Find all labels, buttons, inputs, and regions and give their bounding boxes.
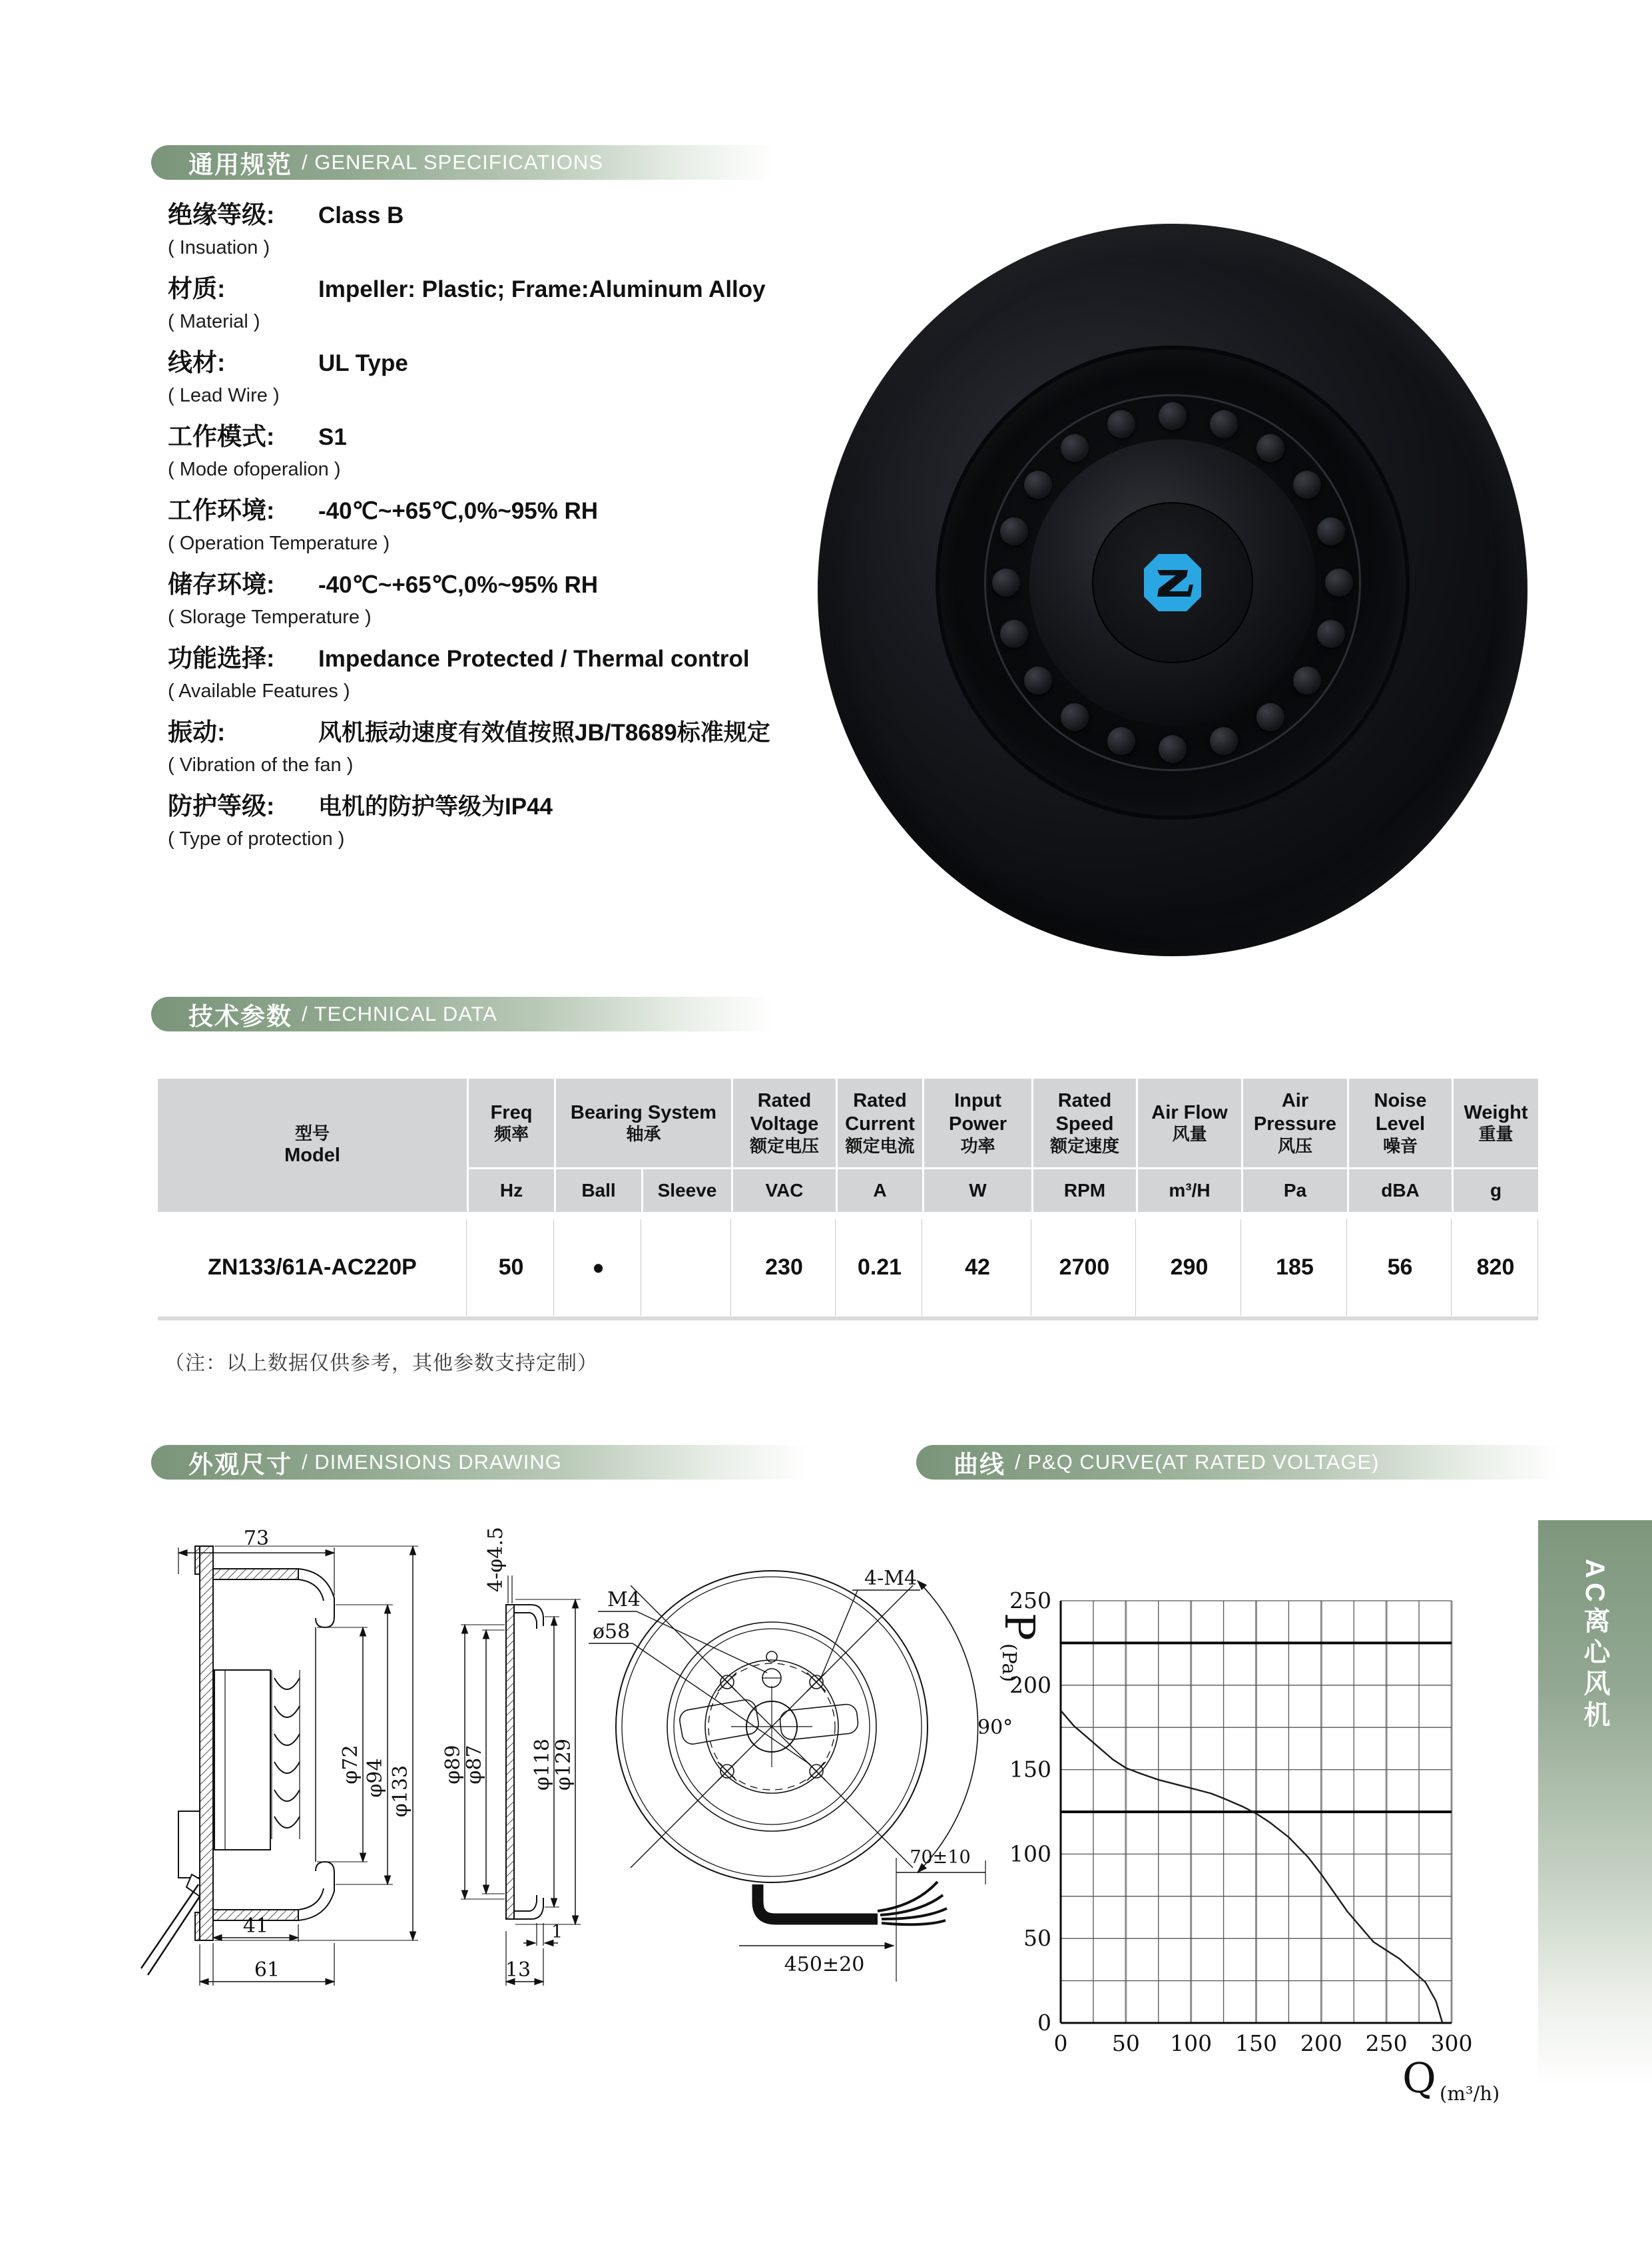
spec-label-zh: 线材: — [168, 349, 226, 376]
category-side-tab — [1538, 1520, 1652, 2086]
section-title-en: / TECHNICAL DATA — [302, 1002, 497, 1025]
spec-value: 电机的防护等级为IP44 — [318, 794, 553, 820]
dim-1: 1 — [551, 1922, 563, 1942]
section-header-general — [151, 145, 774, 180]
fan-rivet — [1159, 402, 1187, 430]
spec-label-en: ( Lead Wire ) — [168, 385, 280, 406]
cell-model: ZN133/61A-AC220P — [158, 1219, 467, 1316]
axis-tick-label: 0 — [1053, 2030, 1068, 2056]
dim-41: 41 — [242, 1914, 269, 1938]
col-header-pressure: Air Pressure 风压 — [1243, 1079, 1347, 1167]
unit-g: g — [1454, 1169, 1538, 1212]
section-title-en: / GENERAL SPECIFICATIONS — [302, 150, 603, 174]
col-header-bearing: Bearing System 轴承 — [556, 1079, 731, 1167]
dim-phi87: φ87 — [463, 1745, 486, 1785]
cell-current: 0.21 — [838, 1219, 922, 1316]
cell-power: 42 — [924, 1219, 1031, 1316]
svg-text:P: P — [995, 1613, 1044, 1641]
col-header-voltage: Rated Voltage 额定电压 — [733, 1079, 836, 1167]
section-header-dimensions — [151, 1445, 811, 1480]
section-title-zh: 曲线 — [954, 1451, 1005, 1478]
spec-value: Impedance Protected / Thermal control — [318, 646, 750, 672]
spec-label-en: ( Operation Temperature ) — [168, 533, 390, 554]
fan-rivet — [1061, 434, 1089, 462]
section-title-en: / P&Q CURVE(AT RATED VOLTAGE) — [1015, 1450, 1380, 1474]
cell-noise: 56 — [1349, 1219, 1452, 1316]
spec-value: -40℃~+65℃,0%~95% RH — [318, 572, 599, 598]
dim-phi94: φ94 — [364, 1758, 387, 1798]
cell-weight: 820 — [1454, 1219, 1538, 1316]
dim-phi133: φ133 — [389, 1765, 412, 1818]
section-header-technical — [151, 997, 774, 1031]
fan-rivet — [1293, 667, 1321, 695]
cell-sleeve — [643, 1219, 731, 1316]
dim-13: 13 — [505, 1958, 531, 1982]
section-title-zh: 通用规范 — [188, 151, 292, 178]
technical-data-table — [158, 1079, 1538, 1316]
axis-tick-label: 100 — [1009, 1840, 1051, 1867]
fan-rivet — [1293, 471, 1321, 499]
front-view — [589, 1571, 985, 1982]
fan-rivet — [1210, 727, 1238, 755]
table-footnote: （注：以上数据仅供参考，其他参数支持定制） — [164, 1352, 598, 1374]
dim-phi58: ø58 — [593, 1620, 631, 1643]
cell-ball: • — [556, 1219, 641, 1316]
svg-text:Q: Q — [1402, 2054, 1436, 2102]
col-header-model: 型号 Model — [158, 1079, 467, 1212]
dim-90deg: 90° — [977, 1716, 1013, 1739]
fan-rivet — [1256, 434, 1284, 462]
spec-value: Class B — [318, 202, 404, 228]
fan-rivet — [1024, 667, 1052, 695]
fan-rivet — [1317, 517, 1345, 545]
svg-text:(Pa): (Pa) — [998, 1643, 1021, 1683]
spec-label-en: ( Slorage Temperature ) — [168, 607, 372, 628]
col-header-power: Input Power 功率 — [924, 1079, 1031, 1167]
axis-tick-label: 50 — [1111, 2030, 1140, 2056]
product-photo-centrifugal-fan — [818, 224, 1527, 956]
spec-label-zh: 振动: — [168, 718, 226, 746]
spec-value: S1 — [318, 424, 347, 450]
spec-item-insulation — [168, 200, 954, 259]
x-axis-label — [1402, 2054, 1500, 2105]
axis-tick-label: 250 — [1009, 1587, 1051, 1613]
fan-rivet — [1024, 471, 1052, 499]
table-bottom-border — [158, 1316, 1538, 1320]
cell-pressure: 185 — [1243, 1219, 1347, 1316]
fan-rivet — [1000, 517, 1028, 545]
spec-label-zh: 工作环境: — [168, 497, 275, 524]
axis-tick-label: 250 — [1365, 2030, 1408, 2056]
spec-label-zh: 绝缘等级: — [168, 201, 275, 228]
fan-rivet — [1317, 620, 1345, 648]
dim-phi129: φ129 — [552, 1738, 575, 1791]
dim-phi72: φ72 — [339, 1745, 362, 1785]
spec-value: 风机振动速度有效值按照JB/T8689标准规定 — [318, 720, 770, 746]
cell-rpm: 2700 — [1033, 1219, 1136, 1316]
dim-61: 61 — [254, 1958, 280, 1982]
dim-4xm4: 4-M4 — [864, 1567, 918, 1590]
spec-value: Impeller: Plastic; Frame:Aluminum Alloy — [318, 276, 766, 302]
fan-rivet — [1000, 620, 1028, 648]
unit-a: A — [838, 1169, 922, 1212]
unit-pa: Pa — [1243, 1169, 1347, 1212]
unit-vac: VAC — [733, 1169, 836, 1212]
unit-w: W — [924, 1169, 1031, 1212]
dim-depth: 73 — [243, 1527, 270, 1550]
fan-rivet — [1210, 410, 1238, 438]
section-title-en: / DIMENSIONS DRAWING — [302, 1450, 562, 1474]
brand-logo-icon — [1140, 550, 1205, 615]
axis-tick-label: 150 — [1235, 2030, 1277, 2056]
unit-dba: dBA — [1349, 1169, 1452, 1212]
col-header-speed: Rated Speed 额定速度 — [1033, 1079, 1136, 1167]
unit-rpm: RPM — [1033, 1169, 1136, 1212]
dim-m4: M4 — [607, 1588, 641, 1611]
col-header-airflow: Air Flow 风量 — [1138, 1079, 1241, 1167]
spec-label-zh: 防护等级: — [168, 792, 275, 820]
spec-item-material — [168, 274, 954, 333]
spec-label-en: ( Material ) — [168, 311, 260, 332]
fan-rivet — [1107, 727, 1135, 755]
axis-tick-label: 200 — [1300, 2030, 1342, 2056]
col-header-current: Rated Current 额定电流 — [838, 1079, 922, 1167]
dimensions-drawing — [100, 1512, 1052, 2111]
fan-rivet — [992, 569, 1020, 597]
unit-m3h: m³/H — [1138, 1169, 1241, 1212]
pq-plot-grid — [1009, 1587, 1473, 2056]
fan-rivet — [1325, 569, 1353, 597]
fan-rivet — [1061, 703, 1089, 731]
svg-text:(m³/h): (m³/h) — [1440, 2082, 1500, 2105]
cell-vac: 230 — [733, 1219, 836, 1316]
fan-rivet — [1107, 410, 1135, 438]
col-header-weight: Weight 重量 — [1454, 1079, 1538, 1167]
spec-label-zh: 工作模式: — [168, 423, 275, 450]
dim-70pm10: 70±10 — [910, 1847, 971, 1868]
spec-label-zh: 功能选择: — [168, 645, 275, 672]
cell-airflow: 290 — [1138, 1219, 1241, 1316]
axis-tick-label: 150 — [1009, 1756, 1051, 1783]
spec-item-protection — [168, 791, 954, 850]
spec-item-mode — [168, 421, 954, 481]
axis-tick-label: 300 — [1430, 2030, 1473, 2056]
spec-item-lead-wire — [168, 348, 954, 407]
spec-label-zh: 材质: — [168, 275, 226, 302]
section-title-zh: 外观尺寸 — [188, 1451, 292, 1478]
dim-phi89: φ89 — [441, 1745, 465, 1785]
section-header-curve — [916, 1445, 1563, 1480]
cell-freq: 50 — [469, 1219, 554, 1316]
fan-rivet — [1159, 735, 1187, 763]
spec-label-en: ( Available Features ) — [168, 681, 350, 702]
col-header-noise: Noise Level 噪音 — [1349, 1079, 1452, 1167]
dim-phi118: φ118 — [531, 1738, 554, 1791]
dim-450pm20: 450±20 — [784, 1953, 865, 1976]
dim-4xphi45: 4-φ4.5 — [484, 1527, 507, 1592]
unit-sleeve: Sleeve — [643, 1169, 731, 1212]
axis-tick-label: 100 — [1170, 2030, 1213, 2056]
axis-tick-label: 50 — [1023, 1925, 1051, 1952]
section-title-zh: 技术参数 — [188, 1003, 292, 1030]
col-header-freq: Freq 频率 — [469, 1079, 554, 1167]
category-side-tab-label: AC离心风机 — [1580, 1559, 1609, 1732]
spec-value: -40℃~+65℃,0%~95% RH — [318, 498, 599, 524]
axis-tick-label: 200 — [1009, 1671, 1051, 1698]
spec-label-en: ( Type of protection ) — [168, 828, 345, 850]
spec-value: UL Type — [318, 350, 408, 376]
spec-label-en: ( Vibration of the fan ) — [168, 754, 354, 776]
axis-tick-label: 0 — [1037, 2010, 1051, 2036]
pq-curve-line — [1061, 1711, 1442, 2023]
spec-item-vibration — [168, 717, 954, 776]
fan-rivet — [1256, 703, 1284, 731]
spec-label-en: ( Mode ofoperalion ) — [168, 459, 341, 480]
pq-curve-chart — [979, 1551, 1558, 2111]
spec-label-en: ( Insuation ) — [168, 237, 270, 258]
spec-label-zh: 储存环境: — [168, 571, 275, 598]
unit-hz: Hz — [469, 1169, 554, 1212]
unit-ball: Ball — [556, 1169, 641, 1212]
